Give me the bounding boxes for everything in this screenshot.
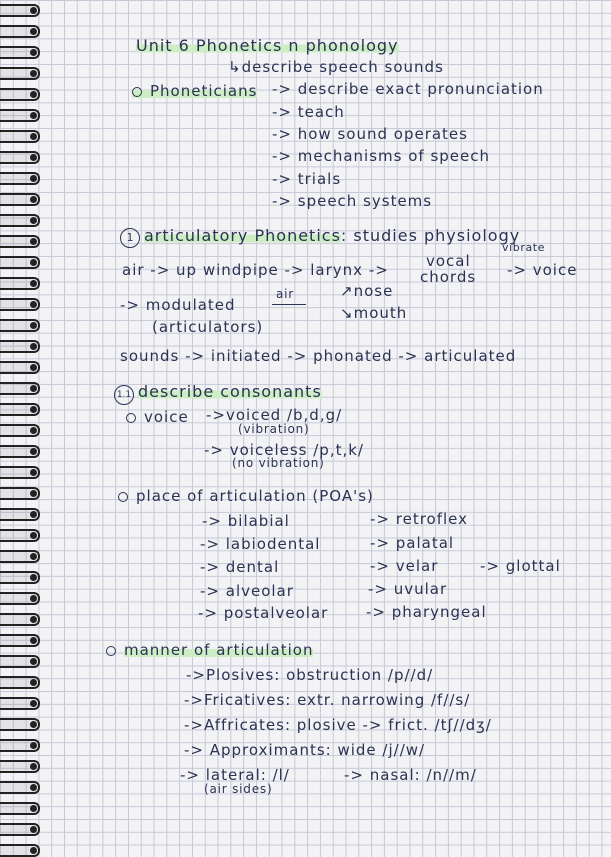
articulators-label: (articulators) (152, 318, 264, 336)
binding-hole (30, 637, 37, 644)
manner-item: ->Plosives: obstruction /p//d/ (186, 666, 434, 684)
phoneticians-item: -> how sound operates (272, 125, 468, 143)
binding-hole (30, 532, 37, 539)
binding-hole (30, 469, 37, 476)
section-number: 1.1 (114, 385, 134, 405)
place-item: -> bilabial (202, 512, 290, 530)
bullet-icon (118, 492, 128, 502)
binding-hole (30, 343, 37, 350)
phoneticians-item: -> trials (272, 170, 342, 188)
section-number: 1 (120, 228, 140, 248)
binding-hole (30, 28, 37, 35)
binding-hole (30, 196, 37, 203)
binding-hole (30, 553, 37, 560)
place-item: -> alveolar (200, 582, 294, 600)
voiced-line: ->voiced /b,d,g/ (206, 406, 343, 424)
binding-hole (30, 238, 37, 245)
binding-hole (30, 154, 37, 161)
binding-hole (30, 616, 37, 623)
voice-label: -> voice (507, 261, 578, 279)
binding-hole (30, 7, 37, 14)
manner-item: ->Affricates: plosive -> frict. /tʃ//dʒ/ (184, 716, 492, 734)
chords-label: chords (420, 268, 477, 286)
binding-hole (30, 490, 37, 497)
manner-item: -> Approximants: wide /j//w/ (184, 741, 426, 759)
air-sides-note: (air sides) (204, 782, 273, 796)
place-item: -> dental (200, 558, 280, 576)
place-item: -> velar (370, 557, 439, 575)
binding-hole (30, 448, 37, 455)
air-label: air (276, 287, 295, 301)
vocal-label: vocal (426, 252, 471, 270)
no-vibration-note: (no vibration) (232, 456, 325, 470)
binding-hole (30, 721, 37, 728)
place-item: -> retroflex (370, 510, 469, 528)
manner-heading: manner of articulation (106, 641, 313, 659)
nose-label: ↗nose (340, 282, 394, 300)
arrow-line (272, 304, 306, 305)
binding-hole (30, 700, 37, 707)
sounds-line: sounds -> initiated -> phonated -> articulated (120, 347, 517, 365)
binding-hole (30, 280, 37, 287)
section1-heading: 1 articulatory Phonetics: studies physiology (120, 226, 520, 248)
place-heading: place of articulation (POA's) (118, 487, 374, 505)
binding-hole (30, 49, 37, 56)
binding-hole (30, 385, 37, 392)
binding-hole (30, 679, 37, 686)
phoneticians-item: -> teach (272, 103, 345, 121)
modulated-label: -> modulated (120, 296, 236, 314)
binding-hole (30, 259, 37, 266)
voiceless-line: -> voiceless /p,t,k/ (204, 441, 364, 459)
mouth-label: ↘mouth (340, 304, 408, 322)
subtitle: ↳describe speech sounds (228, 58, 444, 76)
place-item: -> pharyngeal (366, 603, 487, 621)
place-item: -> uvular (368, 580, 448, 598)
binding-hole (30, 70, 37, 77)
binding-hole (30, 406, 37, 413)
vibrate-label: vibrate (502, 241, 546, 254)
place-item: -> palatal (370, 534, 455, 552)
bullet-icon (106, 646, 116, 656)
manner-item: -> lateral: /l/ (180, 766, 290, 784)
bullet-icon (126, 413, 136, 423)
manner-item: ->Fricatives: extr. narrowing /f//s/ (184, 691, 471, 709)
binding-hole (30, 91, 37, 98)
section11-heading: 1.1 describe consonants (114, 382, 322, 405)
binding-hole (30, 784, 37, 791)
binding-hole (30, 574, 37, 581)
page-title: Unit 6 Phonetics n phonology (136, 36, 399, 55)
binding-hole (30, 742, 37, 749)
binding-hole (30, 511, 37, 518)
binding-hole (30, 595, 37, 602)
phoneticians-item: -> speech systems (272, 192, 433, 210)
binding-hole (30, 133, 37, 140)
binding-hole (30, 322, 37, 329)
binding-hole (30, 658, 37, 665)
phoneticians-item: -> describe exact pronunciation (272, 80, 544, 98)
binding-hole (30, 427, 37, 434)
phoneticians-label: Phoneticians (132, 82, 257, 100)
binding-hole (30, 847, 37, 854)
binding-hole (30, 364, 37, 371)
place-item: -> labiodental (200, 535, 321, 553)
manner-item: -> nasal: /n//m/ (344, 766, 477, 784)
phoneticians-item: -> mechanisms of speech (272, 147, 490, 165)
binding-hole (30, 805, 37, 812)
binding-hole (30, 826, 37, 833)
airflow-line: air -> up windpipe -> larynx -> (122, 261, 389, 279)
binding-hole (30, 217, 37, 224)
place-item: -> postalveolar (198, 604, 329, 622)
vibration-note: (vibration) (238, 422, 310, 436)
place-item: -> glottal (480, 557, 561, 575)
bullet-icon (132, 87, 142, 97)
spiral-binding (0, 0, 46, 848)
binding-hole (30, 301, 37, 308)
voice-bullet: voice (126, 408, 189, 426)
binding-hole (30, 112, 37, 119)
binding-hole (30, 763, 37, 770)
binding-hole (30, 175, 37, 182)
